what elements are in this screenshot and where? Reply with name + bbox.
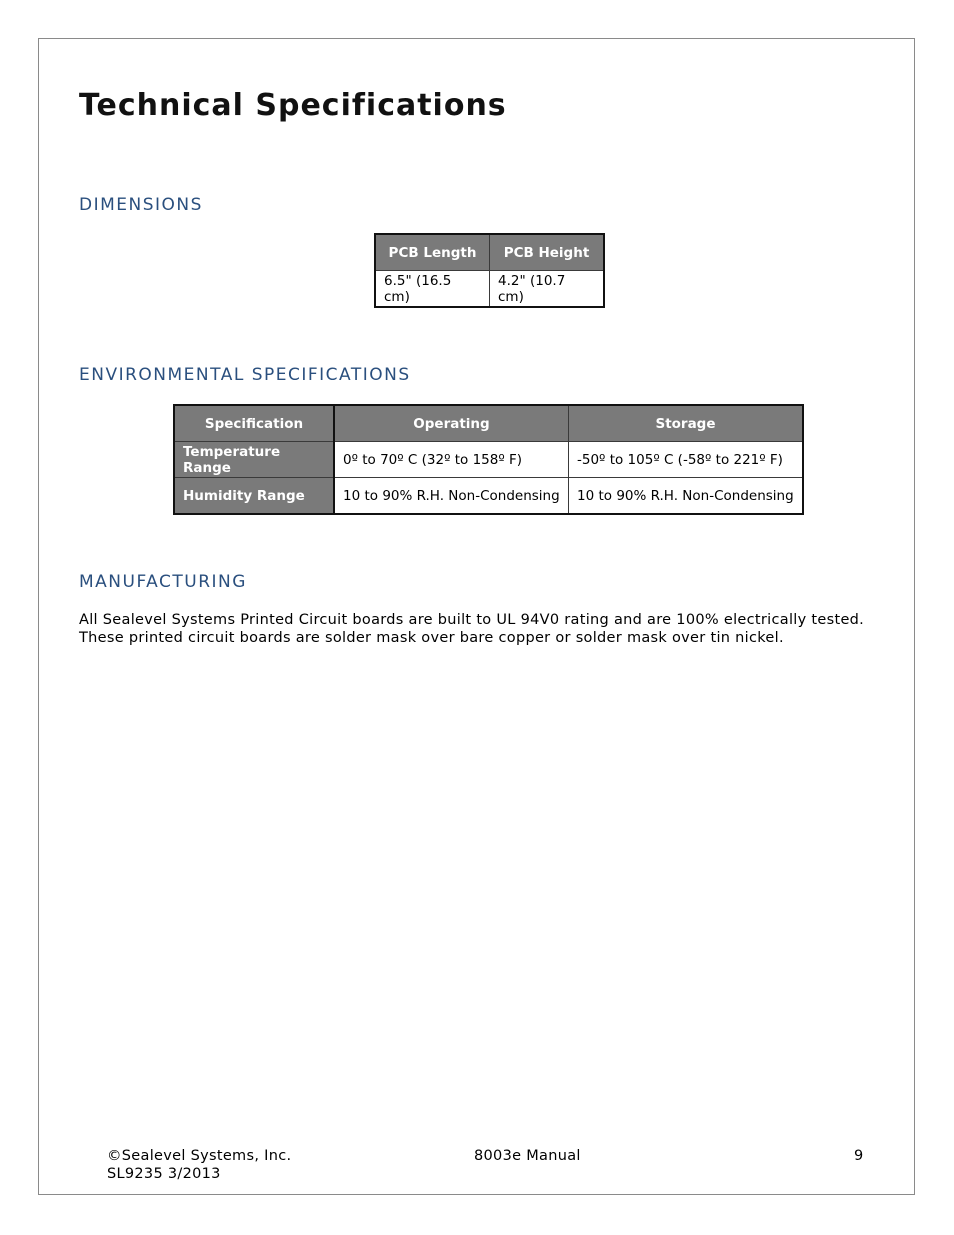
footer-doc-id: SL9235 3/2013 (107, 1166, 221, 1182)
operating-header: Operating (334, 405, 569, 442)
footer-page-number: 9 (854, 1148, 864, 1164)
manufacturing-paragraph (79, 611, 879, 647)
dimensions-table (374, 233, 605, 308)
humidity-range-label: Humidity Range (174, 478, 334, 515)
manufacturing-text-line: All Sealevel Systems Printed Circuit boards are built to UL 94V0 rating and are 100% electrically tested. (79, 612, 865, 628)
table-row (174, 442, 803, 478)
environmental-table (173, 404, 804, 515)
temperature-storage-value: -50º to 105º C (-58º to 221º F) (569, 442, 804, 478)
table-row (375, 271, 604, 308)
pcb-length-value: 6.5" (16.5 cm) (375, 271, 490, 308)
environmental-heading: ENVIRONMENTAL SPECIFICATIONS (79, 365, 411, 385)
footer-manual-title: 8003e Manual (474, 1148, 581, 1164)
temperature-range-label: Temperature Range (174, 442, 334, 478)
pcb-height-header: PCB Height (490, 234, 605, 271)
humidity-operating-value: 10 to 90% R.H. Non-Condensing (334, 478, 569, 515)
storage-header: Storage (569, 405, 804, 442)
footer-company: ©Sealevel Systems, Inc. (107, 1148, 292, 1164)
table-header-row (174, 405, 803, 442)
pcb-length-header: PCB Length (375, 234, 490, 271)
humidity-storage-value: 10 to 90% R.H. Non-Condensing (569, 478, 804, 515)
pcb-height-value: 4.2" (10.7 cm) (490, 271, 605, 308)
table-header-row (375, 234, 604, 271)
manufacturing-text-line: These printed circuit boards are solder mask over bare copper or solder mask over tin nickel. (79, 630, 784, 646)
table-row (174, 478, 803, 515)
temperature-operating-value: 0º to 70º C (32º to 158º F) (334, 442, 569, 478)
specification-header: Specification (174, 405, 334, 442)
page-title: Technical Specifications (79, 88, 507, 123)
footer-copyright (107, 1147, 291, 1183)
manufacturing-heading: MANUFACTURING (79, 572, 247, 592)
dimensions-heading: DIMENSIONS (79, 195, 203, 215)
